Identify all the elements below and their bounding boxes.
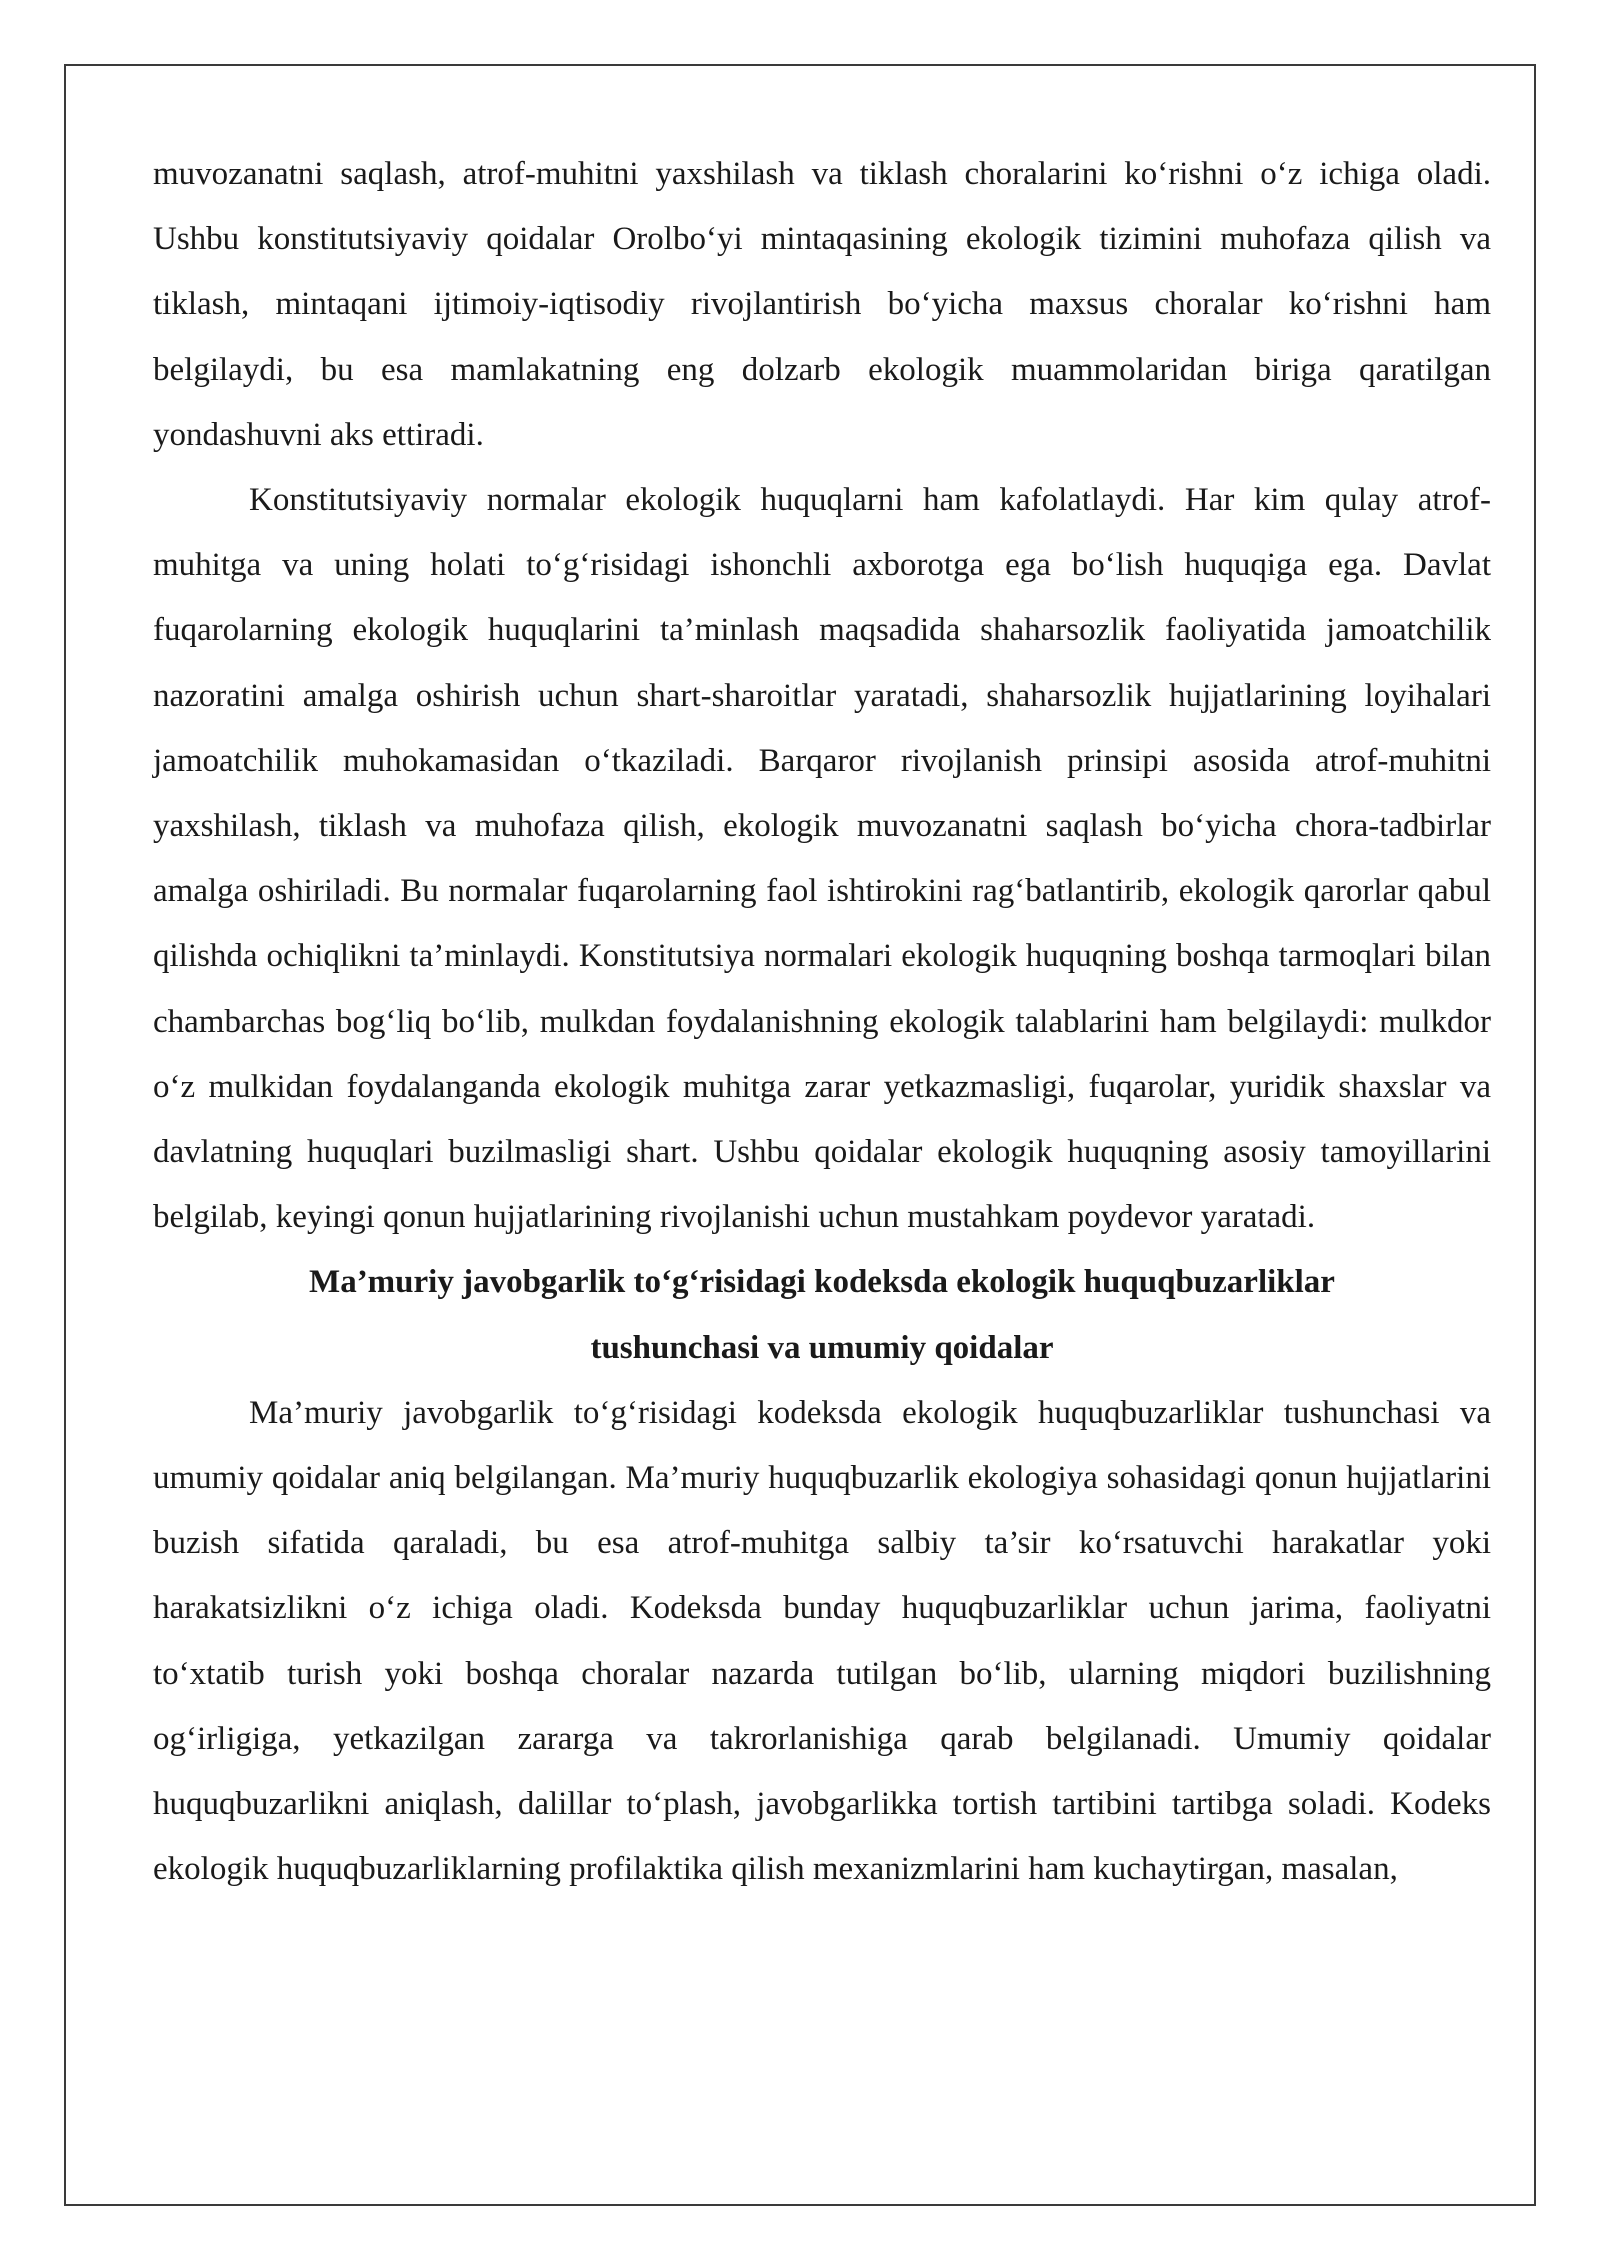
paragraph-continuation: muvozanatni saqlash, atrof-muhitni yaxshilash va tiklash choralarini ko‘rishni o‘z ichiga oladi. Ushbu konstitutsiyaviy qoidalar Orolbo‘yi mintaqasining ekologik tizimini muhofaza qilish va tiklash, mintaqani ijtimoiy-iqtisodiy rivojlantirish bo‘yicha maxsus choralar ko‘rishni ham belgilaydi, bu esa mamlakatning eng dolzarb ekologik muammolaridan biriga qaratilgan yondashuvni aks ettiradi. <box>153 156 1491 453</box>
section-heading-line-1: Ma’muriy javobgarlik to‘g‘risidagi kodeksda ekologik huquqbuzarliklar <box>309 1264 1335 1301</box>
document-body <box>153 142 1491 1902</box>
section-heading-line-2: tushunchasi va umumiy qoidalar <box>590 1329 1054 1366</box>
section-heading <box>153 1250 1491 1380</box>
paragraph-constitutional-norms: Konstitutsiyaviy normalar ekologik huquqlarni ham kafolatlaydi. Har kim qulay atrof-muhitga va uning holati to‘g‘risidagi ishonchli axborotga ega bo‘lish huquqiga ega. Davlat fuqarolarning ekologik huquqlarini ta’minlash maqsadida shaharsozlik faoliyatida jamoatchilik nazoratini amalga oshirish uchun shart-sharoitlar yaratadi, shaharsozlik hujjatlarining loyihalari jamoatchilik muhokamasidan o‘tkaziladi. Barqaror rivojlanish prinsipi asosida atrof-muhitni yaxshilash, tiklash va muhofaza qilish, ekologik muvozanatni saqlash bo‘yicha chora-tadbirlar amalga oshiriladi. Bu normalar fuqarolarning faol ishtirokini rag‘batlantirib, ekologik qarorlar qabul qilishda ochiqlikni ta’minlaydi. Konstitutsiya normalari ekologik huquqning boshqa tarmoqlari bilan chambarchas bog‘liq bo‘lib, mulkdan foydalanishning ekologik talablarini ham belgilaydi: mulkdor o‘z mulkidan foydalanganda ekologik muhitga zarar yetkazmasligi, fuqarolar, yuridik shaxslar va davlatning huquqlari buzilmasligi shart. Ushbu qoidalar ekologik huquqning asosiy tamoyillarini belgilab, keyingi qonun hujjatlarining rivojlanishi uchun mustahkam poydevor yaratadi. <box>153 482 1491 1236</box>
paragraph-administrative-code: Ma’muriy javobgarlik to‘g‘risidagi kodeksda ekologik huquqbuzarliklar tushunchasi va umumiy qoidalar aniq belgilangan. Ma’muriy huquqbuzarlik ekologiya sohasidagi qonun hujjatlarini buzish sifatida qaraladi, bu esa atrof-muhitga salbiy ta’sir ko‘rsatuvchi harakatlar yoki harakatsizlikni o‘z ichiga oladi. Kodeksda bunday huquqbuzarliklar uchun jarima, faoliyatni to‘xtatib turish yoki boshqa choralar nazarda tutilgan bo‘lib, ularning miqdori buzilishning og‘irligiga, yetkazilgan zararga va takrorlanishiga qarab belgilanadi. Umumiy qoidalar huquqbuzarlikni aniqlash, dalillar to‘plash, javobgarlikka tortish tartibini tartibga soladi. Kodeks ekologik huquqbuzarliklarning profilaktika qilish mexanizmlarini ham kuchaytirgan, masalan, <box>153 1394 1491 1888</box>
